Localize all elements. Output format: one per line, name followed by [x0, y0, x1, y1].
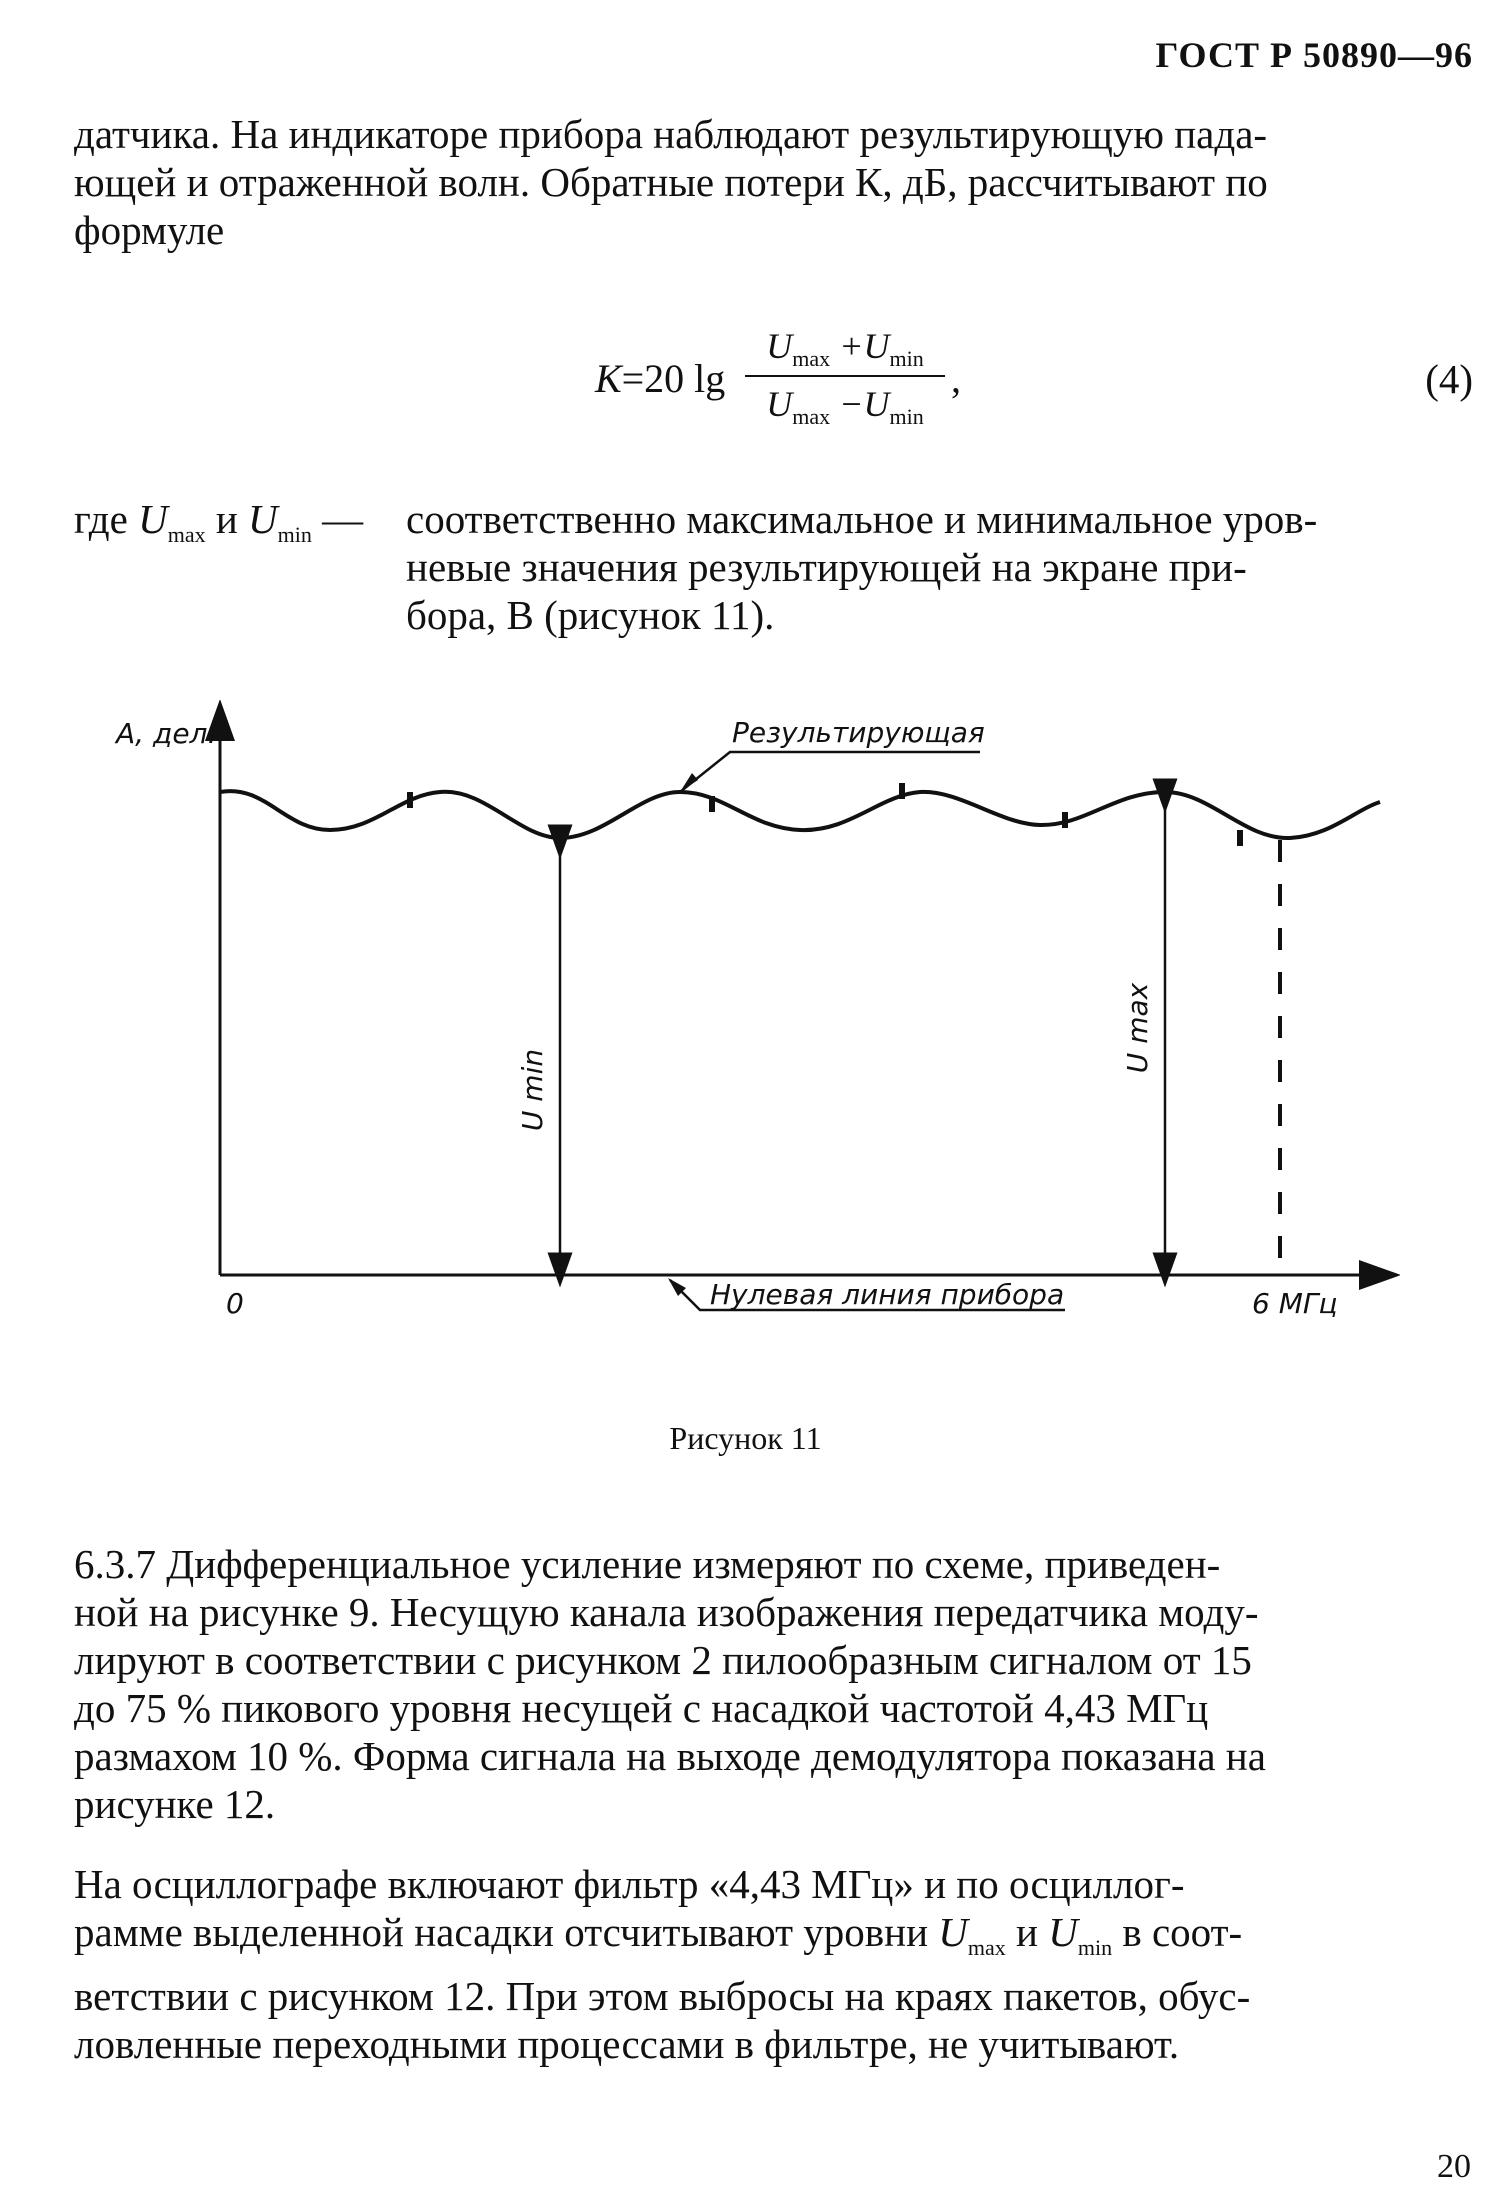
fraction-bar [745, 375, 945, 377]
oscilloscope-paragraph [74, 1860, 1464, 2068]
text-line: датчика. На индикаторе прибора наблюдают результирующую пада- [74, 111, 1268, 157]
formula-lhs: К=20 lg [595, 356, 726, 401]
text-line: ловленные переходными процессами в фильтре, не учитывают. [74, 2021, 1180, 2068]
zero-line-label: Нулевая линия прибора [710, 1278, 1065, 1311]
text-line: На осциллографе включают фильтр «4,43 МГц» и по осциллог- [74, 1861, 1185, 1907]
text-line: формуле [74, 207, 225, 253]
text-line: рамме выделенной насадки отсчитывают уровни $U_{max}$ и $U_{min}$ в соот- [74, 1909, 1243, 1961]
formula-denominator: $U_{max} -U_{min}$ [766, 384, 924, 430]
text-line: 6.3.7 Дифференциальное усиление измеряют по схеме, приведен- [74, 1541, 1221, 1587]
text-line: лируют в соответствии с рисунком 2 пилообразным сигналом от 15 [74, 1637, 1252, 1683]
page-number: 20 [1437, 2148, 1471, 2185]
curve-label: Результирующая [732, 716, 985, 749]
umax-label: U max [1121, 982, 1154, 1074]
text-line: ной на рисунке 9. Несущую канала изображения передатчика моду- [74, 1589, 1259, 1635]
umin-label: U min [516, 1048, 549, 1132]
where-symbols: где $U_{max}$ и $U_{min}$ — [74, 496, 364, 548]
text-line: ющей и отраженной волн. Обратные потери К, дБ, рассчитывают по [74, 159, 1268, 205]
where-description: соответственно максимальное и минимальное уров- невые значения результирующей на экране при- бора, В (рисунок 11). [406, 496, 1318, 638]
freq-label: 6 МГц [1252, 1287, 1338, 1320]
document-header: ГОСТ Р 50890—96 [1155, 35, 1473, 75]
formula-numerator: $U_{max} +U_{min}$ [766, 326, 924, 372]
text-line: до 75 % пикового уровня несущей с насадкой частотой 4,43 МГц [74, 1685, 1209, 1731]
section-6-3-7 [74, 1540, 1464, 1828]
resultant-curve [220, 791, 1380, 838]
intro-paragraph [74, 110, 1464, 254]
y-axis-label: А, дел. [116, 717, 217, 750]
text-line: рисунке 12. [74, 1781, 276, 1827]
text-line: ветствии с рисунком 12. При этом выбросы на краях пакетов, обус- [74, 1973, 1251, 2020]
text-line: размахом 10 %. Форма сигнала на выходе демодулятора показана на [74, 1733, 1266, 1779]
curve-label-leader [680, 752, 980, 792]
origin-label: 0 [226, 1287, 244, 1320]
equation-number: (4) [1425, 356, 1473, 402]
figure-caption: Рисунок 11 [669, 1420, 822, 1456]
figure-11 [80, 700, 1400, 1360]
figure-11-diagram [80, 700, 1400, 1360]
